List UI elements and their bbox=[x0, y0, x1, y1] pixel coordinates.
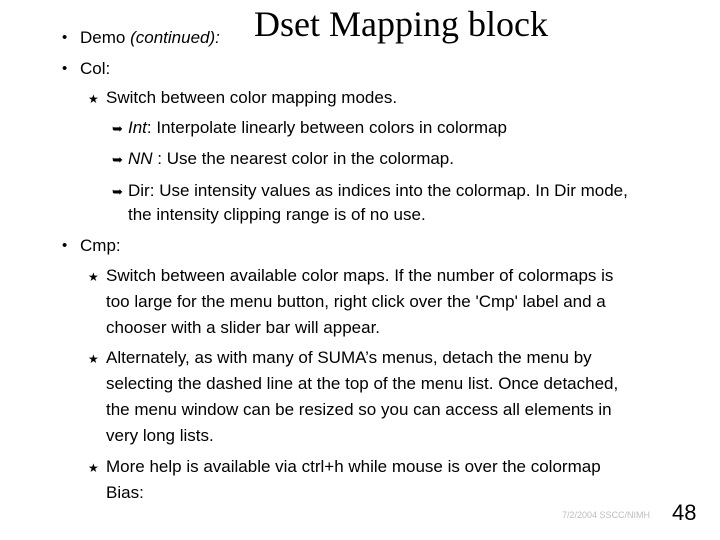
mode-name: Dir: bbox=[128, 181, 155, 200]
cmp-bullet-line: very long lists. bbox=[106, 426, 214, 445]
cmp-heading: Cmp: bbox=[80, 236, 121, 255]
cmp-bullet-line: selecting the dashed line at the top of the menu list. Once detached, bbox=[106, 374, 619, 393]
col-bullet-text: Switch between color mapping modes. bbox=[106, 88, 398, 107]
mode-name: NN bbox=[128, 149, 153, 168]
demo-label-text: Demo bbox=[80, 28, 126, 47]
cmp-bullet-line: Switch between available color maps. If the number of colormaps is bbox=[106, 266, 614, 285]
footer-text: 7/2/2004 SSCC/NIMH bbox=[562, 510, 651, 520]
bullet-star-icon: ★ bbox=[88, 461, 99, 475]
bullet-star-icon: ★ bbox=[88, 352, 99, 366]
col-heading: Col: bbox=[80, 59, 111, 78]
bullet-star-icon: ★ bbox=[88, 270, 99, 284]
mode-desc: : Use the nearest color in the colormap. bbox=[152, 149, 454, 168]
page-title: Dset Mapping block bbox=[254, 4, 548, 44]
cmp-bullet-line: chooser with a slider bar will appear. bbox=[106, 318, 381, 337]
page-number: 48 bbox=[672, 500, 697, 525]
cmp-bullet-line: Bias: bbox=[106, 483, 144, 502]
arrow-bullet-icon: ➥ bbox=[112, 152, 123, 167]
mode-nn bbox=[128, 149, 454, 169]
bullet-dot-icon: • bbox=[62, 60, 68, 77]
mode-dir bbox=[128, 181, 628, 201]
mode-desc: : Interpolate linearly between colors in colormap bbox=[146, 118, 507, 137]
bullet-star-icon: ★ bbox=[88, 92, 99, 106]
demo-label bbox=[80, 28, 220, 48]
bullet-dot-icon: • bbox=[62, 237, 68, 254]
demo-suffix: (continued): bbox=[130, 28, 220, 47]
mode-name: Int bbox=[128, 118, 147, 137]
arrow-bullet-icon: ➥ bbox=[112, 184, 123, 199]
arrow-bullet-icon: ➥ bbox=[112, 121, 123, 136]
cmp-bullet-line: the menu window can be resized so you can access all elements in bbox=[106, 400, 612, 419]
cmp-bullet-line: too large for the menu button, right click over the 'Cmp' label and a bbox=[106, 292, 606, 311]
mode-dir-line2: the intensity clipping range is of no use. bbox=[128, 205, 426, 224]
mode-int bbox=[128, 118, 507, 138]
cmp-bullet-line: More help is available via ctrl+h while mouse is over the colormap bbox=[106, 457, 601, 476]
cmp-bullet-line: Alternately, as with many of SUMA’s menus, detach the menu by bbox=[106, 348, 592, 367]
bullet-dot-icon: • bbox=[62, 29, 68, 46]
mode-desc: Use intensity values as indices into the colormap. In Dir mode, bbox=[159, 181, 628, 200]
